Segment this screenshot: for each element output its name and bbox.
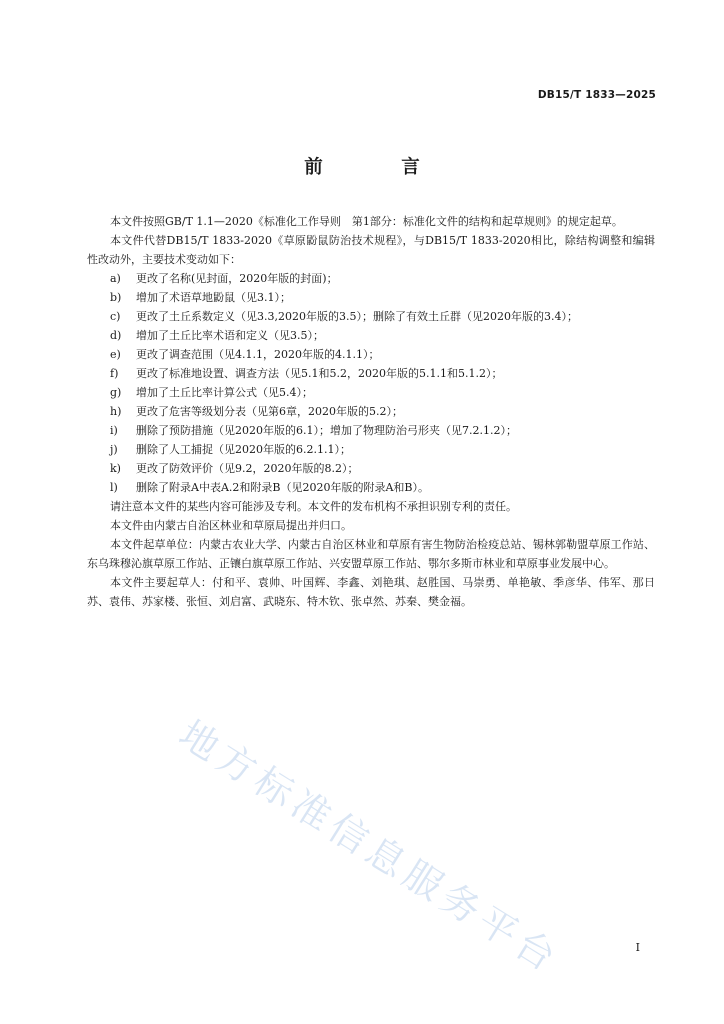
list-item (87, 364, 655, 383)
list-marker: j) (110, 443, 118, 456)
patent-notice: 请注意本文件的某些内容可能涉及专利。本文件的发布机构不承担识别专利的责任。 (110, 500, 517, 513)
watermark: 地方标准信息服务平台 (171, 711, 568, 983)
list-text: 更改了土丘系数定义（见3.3,2020年版的3.5）；删除了有效土丘群（见2020年版的3.4）； (136, 310, 578, 323)
list-text: 增加了土丘比率计算公式（见5.4）； (136, 386, 313, 399)
intro-paragraph-2: 本文件代替DB15/T 1833-2020《草原鼢鼠防治技术规程》，与DB15/T 1833-2020相比，除结构调整和编辑性改动外，主要技术变动如下： (87, 234, 655, 266)
intro-paragraph-1: 本文件按照GB/T 1.1—2020《标准化工作导则 第1部分：标准化文件的结构和起草规则》的规定起草。 (110, 215, 623, 228)
list-text: 更改了调查范围（见4.1.1，2020年版的4.1.1）； (136, 348, 380, 361)
list-item (87, 440, 655, 459)
list-marker: b) (110, 291, 122, 304)
proposer-paragraph: 本文件由内蒙古自治区林业和草原局提出并归口。 (110, 519, 352, 532)
list-item (87, 326, 655, 345)
list-item (87, 307, 655, 326)
list-marker: i) (110, 424, 118, 437)
list-item (87, 421, 655, 440)
list-marker: f) (110, 367, 119, 380)
list-text: 删除了附录A中表A.2和附录B（见2020年版的附录A和B）。 (136, 481, 429, 494)
list-item (87, 459, 655, 478)
list-text: 更改了标准地设置、调查方法（见5.1和5.2，2020年版的5.1.1和5.1.2）； (136, 367, 503, 380)
list-marker: l) (110, 481, 118, 494)
list-item (87, 288, 655, 307)
list-item (87, 478, 655, 497)
list-text: 增加了术语草地鼢鼠（见3.1）； (136, 291, 291, 304)
list-text: 增加了土丘比率术语和定义（见3.5）； (136, 329, 324, 342)
list-item (87, 383, 655, 402)
list-text: 更改了名称(见封面，2020年版的封面)； (136, 272, 338, 285)
list-item (87, 402, 655, 421)
changes-list (87, 269, 655, 497)
list-marker: a) (110, 272, 121, 285)
list-item (87, 345, 655, 364)
list-text: 删除了预防措施（见2020年版的6.1）；增加了物理防治弓形夹（见7.2.1.2）； (136, 424, 517, 437)
list-marker: g) (110, 386, 122, 399)
list-marker: c) (110, 310, 121, 323)
list-marker: e) (110, 348, 121, 361)
document-body (87, 212, 655, 611)
list-text: 更改了危害等级划分表（见第6章，2020年版的5.2）； (136, 405, 403, 418)
standard-code: DB15/T 1833—2025 (537, 89, 656, 101)
list-text: 更改了防效评价（见9.2，2020年版的8.2）； (136, 462, 359, 475)
page-title: 前 言 (304, 157, 450, 178)
drafting-units-paragraph: 本文件起草单位：内蒙古农业大学、内蒙古自治区林业和草原有害生物防治检疫总站、锡林郭勒盟草原工作站、东乌珠穆沁旗草原工作站、正镶白旗草原工作站、兴安盟草原工作站、鄂尔多斯市林业和草原事业发展中心。 (87, 538, 655, 570)
list-marker: d) (110, 329, 122, 342)
drafters-paragraph: 本文件主要起草人：付和平、袁帅、叶国辉、李鑫、刘艳琪、赵胜国、马崇勇、单艳敏、季彦华、伟军、那日苏、袁伟、苏家楼、张恒、刘启富、武晓东、特木钦、张卓然、苏秦、樊金福。 (87, 576, 655, 608)
page-number: I (635, 941, 640, 954)
list-marker: h) (110, 405, 122, 418)
list-text: 删除了人工捕捉（见2020年版的6.2.1.1）； (136, 443, 351, 456)
list-item (87, 269, 655, 288)
list-marker: k) (110, 462, 121, 475)
